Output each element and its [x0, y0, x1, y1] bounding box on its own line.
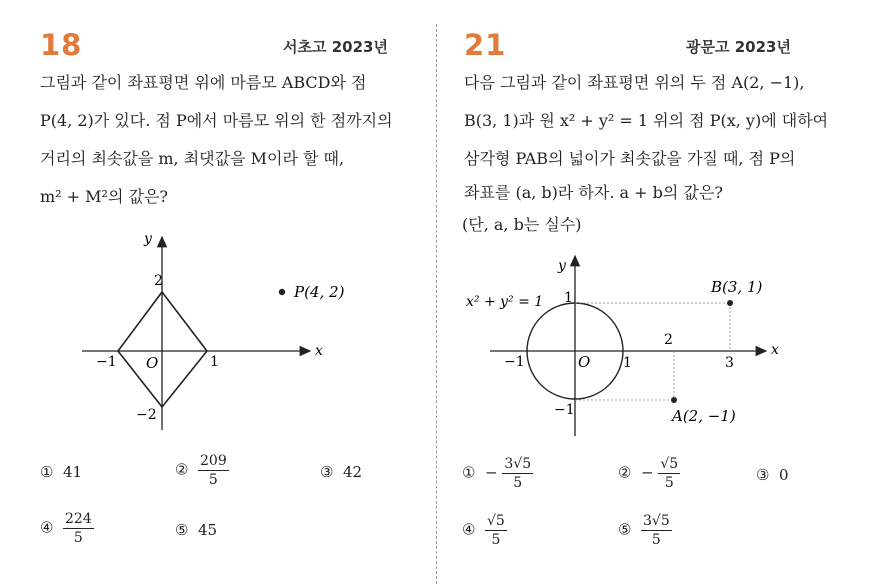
choice-1[interactable]: ① 41	[40, 463, 83, 481]
tick-3: 3	[725, 355, 734, 371]
tick-1: 1	[210, 354, 219, 370]
choice-5[interactable]: ⑤ $\frac{3√5}{5}$	[618, 513, 670, 548]
school-year: 광문고 2023년	[686, 38, 791, 56]
point-p-label: P(4, 2)	[294, 283, 345, 301]
problem-number: 18	[40, 28, 83, 62]
question-line-4: 좌표를 (a, b)라 하자. a + b의 값은?	[464, 183, 723, 202]
problem-18	[0, 0, 436, 584]
choice-4[interactable]: ④ $\frac{224}{5}$	[40, 511, 92, 546]
choice-2[interactable]: ② − $\frac{√5}{5}$	[618, 456, 679, 491]
column-divider	[436, 24, 437, 584]
tick-neg1: −1	[96, 354, 117, 370]
x-axis-label: x	[315, 343, 323, 359]
choice-1[interactable]: ① − $\frac{3√5}{5}$	[462, 456, 532, 491]
question-line-4: m² + M²의 값은?	[40, 187, 168, 206]
choice-5[interactable]: ⑤ 45	[175, 521, 218, 539]
question-line-2: B(3, 1)과 원 x² + y² = 1 위의 점 P(x, y)에 대하여	[464, 111, 829, 130]
tick-1y: 1	[564, 290, 573, 306]
question-line-1: 그림과 같이 좌표평면 위에 마름모 ABCD와 점	[40, 73, 367, 92]
tick-neg1x: −1	[504, 354, 525, 370]
tick-2: 2	[154, 273, 163, 289]
tick-1x: 1	[623, 355, 632, 371]
choice-3[interactable]: ③ 42	[320, 463, 363, 481]
question-line-3: 삼각형 PAB의 넓이가 최솟값을 가질 때, 점 P의	[464, 149, 796, 168]
tick-2: 2	[664, 332, 673, 348]
circle-figure	[458, 248, 808, 438]
question-line-5: (단, a, b는 실수)	[462, 215, 582, 234]
point-a-label: A(2, −1)	[672, 407, 736, 425]
choice-3[interactable]: ③ 0	[756, 466, 789, 484]
question-line-3: 거리의 최솟값을 m, 최댓값을 M이라 할 때,	[40, 149, 345, 168]
problem-21	[438, 0, 877, 584]
question-line-1: 다음 그림과 같이 좌표평면 위의 두 점 A(2, −1),	[464, 73, 805, 92]
choice-4[interactable]: ④ $\frac{√5}{5}$	[462, 513, 505, 548]
point-b	[727, 300, 733, 306]
problem-number: 21	[464, 28, 507, 62]
school-year: 서초고 2023년	[283, 38, 388, 56]
y-axis-label: y	[558, 258, 566, 274]
tick-neg1y: −1	[554, 402, 575, 418]
y-axis-label: y	[144, 231, 152, 247]
point-b-label: B(3, 1)	[711, 278, 763, 296]
question-line-2: P(4, 2)가 있다. 점 P에서 마름모 위의 한 점까지의	[40, 111, 393, 130]
origin-label: O	[146, 354, 159, 372]
circle-equation-label: x² + y² = 1	[466, 294, 544, 310]
rhombus-figure	[70, 225, 360, 430]
tick-neg2: −2	[136, 407, 157, 423]
choice-2[interactable]: ② $\frac{209}{5}$	[175, 453, 227, 488]
point-p	[279, 289, 285, 295]
x-axis-label: x	[771, 342, 779, 358]
point-a	[671, 397, 677, 403]
origin-label: O	[578, 353, 591, 371]
